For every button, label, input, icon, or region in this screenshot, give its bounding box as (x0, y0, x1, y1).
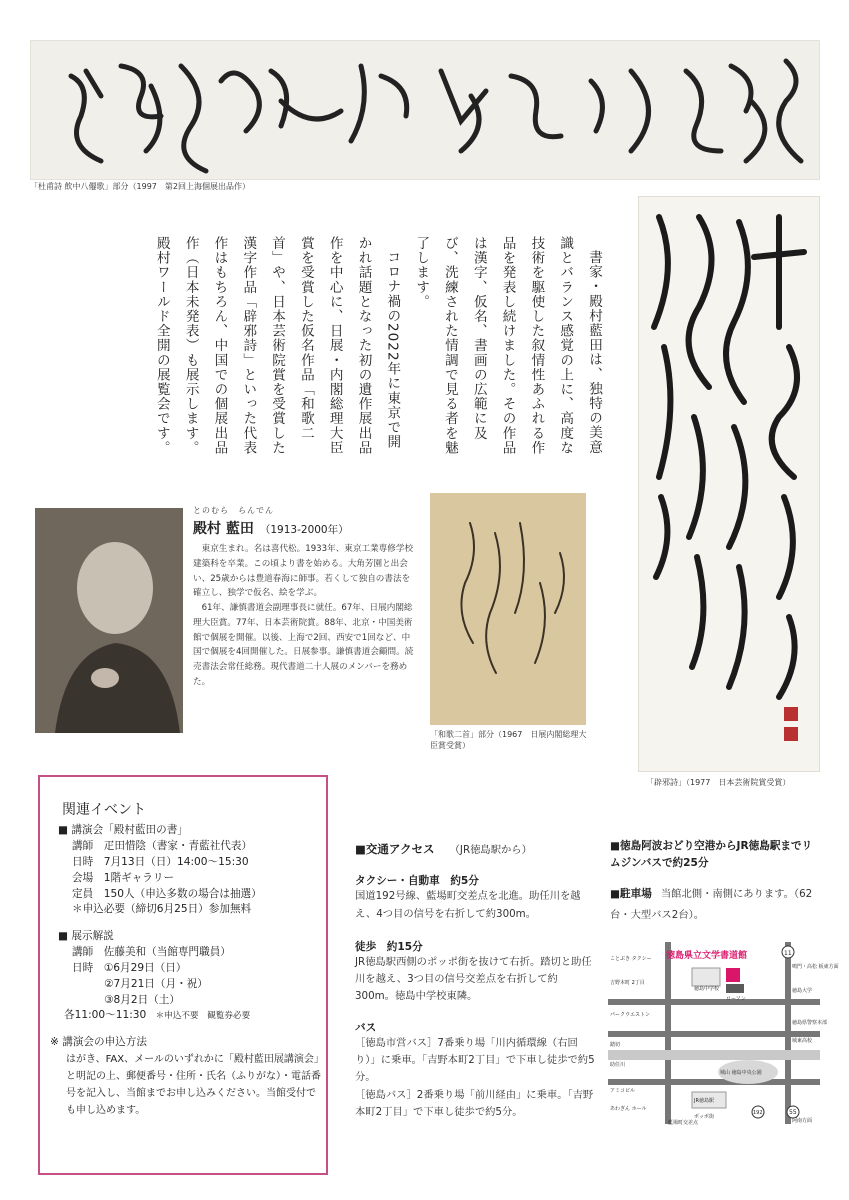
calligraphy-banner-strokes (31, 41, 821, 181)
gallery-talk-time: 各11:00〜11:30 (64, 1009, 147, 1022)
map-route-55: 55 (789, 1109, 797, 1116)
bio-paragraph-2: 61年、謙慎書道会副理事長に就任。67年、日展内閣総理大臣賞。77年、日本芸術院賞。88年、北京・中国美術館で個展を開催。以後、上海で2回、西安で1回など、中国で個展を4回開催した。日展参事。謙慎書道会顧問。読売書法会常任総務。現代書道二十人展のメンバーを務めた。 (193, 603, 414, 688)
map-park-west-label: パークウエストン (610, 1012, 651, 1018)
apply-body: はがき、FAX、メールのいずれかに「殿村藍田展講演会」と明記の上、郵便番号・住所・氏名（ふりがな）・電話番号を記入し、当館までお申し込みください。当館受付でも申し込めます。 (66, 1053, 321, 1117)
scroll-calligraphy-strokes (639, 197, 821, 773)
card-calligraphy-strokes (430, 493, 586, 725)
map-univ-label: 徳島大学 (792, 988, 813, 994)
gallery-talk-title: ■ 展示解説 (58, 930, 114, 942)
map-aiba-label: 藍場町交差点 (668, 1120, 699, 1126)
map-park-label: 城山 徳島中央公園 (720, 1070, 762, 1076)
artist-portrait-photo (35, 508, 183, 733)
access-heading: ■交通アクセス (355, 842, 435, 856)
gallery-talk-date-2: ②7月21日（月・祝） (104, 977, 208, 990)
events-heading: 関連イベント (62, 802, 146, 818)
artist-years: （1913-2000年） (259, 524, 349, 536)
map-suketo-label: 助任川 (610, 1062, 626, 1068)
airport-text: ■徳島阿波おどり空港からJR徳島駅までリムジンバスで約25分 (610, 840, 813, 869)
map-kanji-label: 徳島県警察本部 (792, 1020, 828, 1026)
access-section (355, 838, 595, 1121)
artist-bio (193, 505, 415, 690)
gallery-talk-date-1: 日時 ①6月29日（日） (72, 961, 187, 974)
parking-heading: ■駐車場 (610, 887, 652, 900)
map-popo-label: ポッポ街 (694, 1114, 715, 1120)
walk-text: JR徳島駅西側のポッポ街を抜けて右折。踏切と助任川を越え、3つ目の信号交差点を右折して約300m。徳島中学校東隣。 (355, 955, 592, 1003)
intro-paragraph-2: コロナ禍の2022年に東京で開かれ話題となった初の遺作展出品作を中心に、日展・内閣総理大臣賞を受賞した仮名作品「和歌二首」や、日本芸術院賞を受賞した漢字作品「辟邪詩」といった代表作はもちろん、中国での個展出品作（日本未発表）も展示します。殿村ワールド全開の展覧会です。 (153, 236, 401, 455)
airport-section (610, 838, 820, 924)
access-subheading: （JR徳島駅から） (449, 844, 532, 856)
gallery-talk-section (58, 929, 323, 1024)
map-route-11: 11 (784, 950, 792, 957)
waka-nishu-card-image (430, 493, 586, 725)
intro-text (68, 236, 608, 461)
lecture-note: ＊申込必要（締切6月25日）参加無料 (72, 903, 252, 916)
gallery-talk-note: ＊申込不要 観覧券必要 (155, 1011, 251, 1022)
walk-heading: 徒歩 約15分 (355, 940, 423, 953)
intro-paragraph-1: 書家・殿村藍田は、独特の美意識とバランス感覚の上に、高度な技術を駆使した叙情性あふれる作品を発表し続けました。その作品は漢字、仮名、書画の広範に及び、洗練された情調で見る者を魅了します。 (413, 236, 602, 455)
map-lawson-label: ローソン (726, 996, 746, 1002)
map-rail-label: 踏切 (610, 1042, 621, 1048)
lecture-section (58, 823, 323, 918)
map-awagin-label: あわぎん ホール (610, 1106, 647, 1112)
taxi-text: 国道192号線、藍場町交差点を北進。助任川を越え、4つ目の信号を右折して約300m。 (355, 890, 581, 920)
taxi-heading: タクシー・自動車 約5分 (355, 875, 479, 888)
map-yoshino-label: 吉野本町 2丁目 (610, 980, 645, 986)
map-museum-label: 徳島県立文学書道館 (666, 951, 748, 961)
map-route-192: 192 (753, 1110, 763, 1116)
lecture-title: ■ 講演会「殿村藍田の書」 (58, 824, 188, 836)
lecture-date: 日時 7月13日（日）14:00〜15:30 (72, 855, 249, 868)
calligraphy-banner-image (30, 40, 820, 180)
map-station-label: JR徳島駅 (694, 1098, 714, 1104)
lecture-capacity: 定員 150人（申込多数の場合は抽選） (72, 887, 262, 900)
map-naruto-label: 鳴門・高松 板東方面 (792, 964, 839, 970)
access-map (608, 942, 839, 1126)
map-school-label: 徳島中学校 (694, 986, 720, 992)
hekija-shi-scroll-image (638, 196, 820, 772)
lecture-instructor: 講師 疋田惜陰（書家・青藍社代表） (72, 839, 253, 852)
parking-text: 当館北側・南側にあります。（62台・大型バス2台）。 (610, 887, 813, 922)
scroll-caption: 「辟邪詩」（1977 日本芸術院賞受賞） (646, 778, 791, 787)
banner-caption: 「杜甫詩 飲中八僊歌」部分（1997 第2回上海個展出品作） (30, 182, 250, 191)
related-events-box (38, 775, 328, 1175)
map-amico-label: アミコビル (610, 1088, 636, 1094)
card-caption: 「和歌二首」部分（1967 日展内閣総理大臣賞受賞） (430, 730, 587, 750)
portrait-silhouette (35, 508, 183, 733)
map-anan-label: 阿南方面 (792, 1118, 813, 1124)
artist-name: 殿村 藍田 (193, 521, 254, 537)
access-map-svg (608, 942, 839, 1126)
lecture-venue: 会場 1階ギャラリー (72, 871, 175, 884)
bus-text-1: ［徳島市営バス］7番乗り場「川内循環線（右回り）」に乗車。「吉野本町2丁目」で下車し徒歩で約5分。 (355, 1036, 595, 1084)
map-taxi-label: ことぶき タクシー (610, 956, 652, 962)
gallery-talk-date-3: ③8月2日（土） (104, 993, 180, 1006)
map-jyonan-label: 城東高校 (792, 1038, 813, 1044)
bio-paragraph-1: 東京生まれ。名は喜代松。1933年、東京工業専修学校建築科を卒業。この頃より書を始める。大角芳園と出会い、25歳からは豊道春海に師事。若くして独自の書法を確立し、独学で仮名、絵を学ぶ。 (193, 544, 414, 599)
artist-name-ruby: とのむら らんでん (193, 506, 274, 515)
apply-section (50, 1035, 322, 1120)
gallery-talk-instructor: 講師 佐藤美和（当館専門職員） (72, 945, 231, 958)
museum-marker (726, 968, 740, 982)
apply-title: ※ 講演会の申込方法 (50, 1036, 147, 1048)
bus-heading: バス (355, 1021, 377, 1034)
bus-text-2: ［徳島バス］2番乗り場「前川経由」に乗車。「吉野本町2丁目」で下車し徒歩で約5分。 (355, 1088, 594, 1118)
